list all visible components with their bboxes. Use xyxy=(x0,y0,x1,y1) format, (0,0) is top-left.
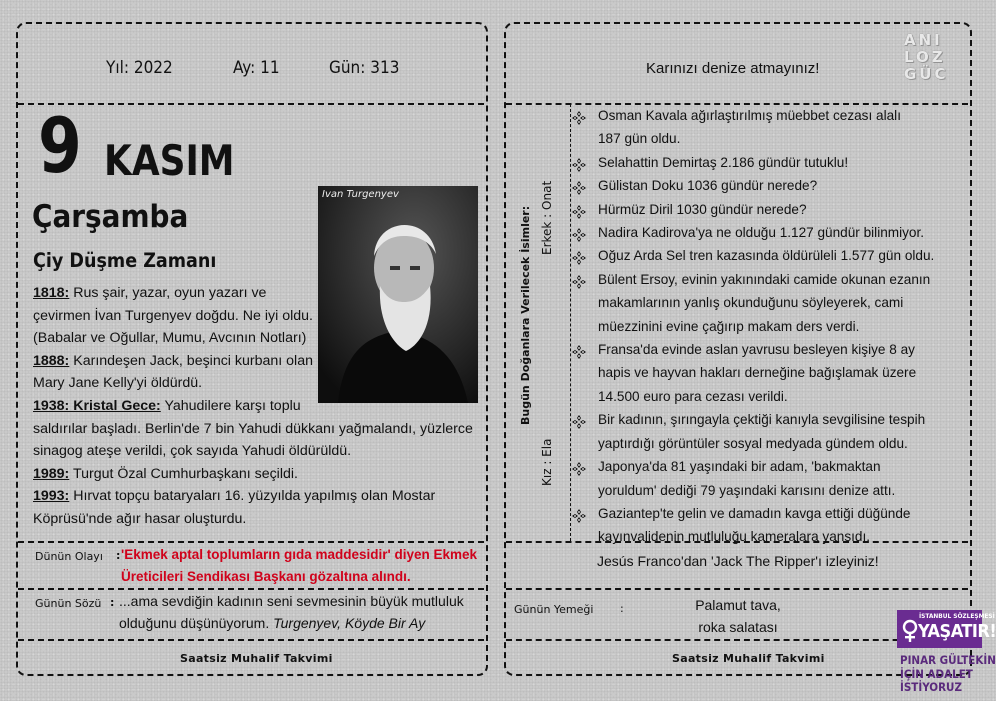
girl-name: Kız : Ela xyxy=(540,438,554,486)
footer-left: Saatsiz Muhalif Takvimi xyxy=(180,652,333,665)
diamond-bullet-icon xyxy=(572,507,586,521)
news-line: 14.500 euro para cezası verildi. xyxy=(598,388,788,404)
events-divider xyxy=(18,541,484,543)
news-item xyxy=(568,104,963,151)
event-line: Yahudilere karşı toplu xyxy=(160,397,301,414)
news-line: Hürmüz Diril 1030 gündür nerede? xyxy=(598,201,807,217)
diamond-bullet-icon xyxy=(572,273,586,287)
event-of-day-text xyxy=(121,544,477,588)
event-1888 xyxy=(33,350,478,395)
portrait-caption: Ivan Turgenyev xyxy=(322,189,399,200)
header-divider xyxy=(18,103,484,105)
news-line: Japonya'da 81 yaşındaki bir adam, 'bakmaktan xyxy=(598,459,881,475)
logo-line: GÜC xyxy=(904,65,949,83)
istanbul-small-text: İSTANBUL SÖZLEŞMESİ xyxy=(919,612,995,620)
event-1818 xyxy=(33,282,478,350)
news-line: Bir kadının, şırıngayla çektiği kanıyla sevgilisine tespih xyxy=(598,412,926,428)
quote-of-day-text xyxy=(119,590,464,634)
istanbul-convention-badge xyxy=(897,610,996,648)
venus-fist-icon xyxy=(901,619,919,643)
news-line: Gaziantep'te gelin ve damadın kavga ettiği düğünde xyxy=(598,505,911,521)
weekday: Çarşamba xyxy=(32,199,189,235)
food-line: roka salatası xyxy=(698,619,778,635)
news-line: yoruldum' dediği 79 yaşındaki karısını denize attı. xyxy=(598,482,896,498)
event-line: (Babalar ve Oğullar, Mumu, Avcının Notları) xyxy=(33,330,307,347)
names-title: Bugün Doğanlara Verilecek İsimler: xyxy=(519,205,532,425)
news-line: kayınvalidenin mutluluğu kameralara yansıdı. xyxy=(598,529,871,545)
news-line: yaptırdığı görüntüler sosyal medyada gündem oldu. xyxy=(598,435,908,451)
history-events xyxy=(33,282,478,531)
event-year: 1888: xyxy=(33,352,70,369)
event-line: saldırılar başladı. Berlin'de 7 bin Yahudi dükkanı yağmalandı, yüzlerce xyxy=(33,420,473,437)
justice-line: İSTİYORUZ xyxy=(900,680,962,694)
quote-line: ...ama sevdiğin kadının seni sevmesinin büyük mutluluk xyxy=(119,593,464,609)
news-line: Osman Kavala ağırlaştırılmış müebbet cezası alalı xyxy=(598,108,901,123)
istanbul-big-text: YAŞATIR! xyxy=(918,621,996,642)
news-item xyxy=(568,174,963,197)
event-line: Rus şair, yazar, oyun yazarı ve xyxy=(69,285,267,301)
film-divider xyxy=(506,588,968,590)
event-1989 xyxy=(33,463,478,486)
justice-line: PINAR GÜLTEKİN xyxy=(900,653,996,667)
food-line: Palamut tava, xyxy=(695,597,781,613)
day-number: 9 xyxy=(38,101,82,190)
news-line: müezzinini evine çağırıp makam ders verdi. xyxy=(598,318,860,334)
diamond-bullet-icon xyxy=(572,226,586,240)
food-label: Günün Yemeği xyxy=(514,603,594,616)
event-year: 1818: xyxy=(33,285,70,301)
boy-name: Erkek : Onat xyxy=(540,180,554,255)
event-line: çevirmen İvan Turgenyev doğdu. Ne iyi oldu. xyxy=(33,307,313,324)
diamond-bullet-icon xyxy=(572,109,586,123)
diamond-bullet-icon xyxy=(572,460,586,474)
news-item xyxy=(568,151,963,174)
event-line: Turgut Özal Cumhurbaşkanı seçildi. xyxy=(69,465,298,482)
news-item xyxy=(568,198,963,221)
brand-logo xyxy=(904,32,949,83)
news-item xyxy=(568,408,963,455)
quote-divider xyxy=(18,639,484,641)
event-of-day-colon: : xyxy=(116,549,121,562)
news-item xyxy=(568,244,963,267)
month-label: Ay: 11 xyxy=(233,58,280,78)
diamond-bullet-icon xyxy=(572,343,586,357)
news-line: 187 gün oldu. xyxy=(598,131,681,147)
diamond-bullet-icon xyxy=(572,179,586,193)
event-year: 1938: Kristal Gece: xyxy=(33,397,161,414)
news-line: Oğuz Arda Sel tren kazasında öldürüleli 1.577 gün oldu. xyxy=(598,248,935,264)
month-name: KASIM xyxy=(104,136,235,185)
event-line: Hırvat topçu bataryaları 16. yüzyılda yapılmış olan Mostar xyxy=(69,488,436,505)
day-of-year-label: Gün: 313 xyxy=(329,58,400,78)
justice-badge xyxy=(900,653,996,695)
food-text xyxy=(693,594,783,638)
footer-right: Saatsiz Muhalif Takvimi xyxy=(672,652,825,665)
event-of-day-label xyxy=(35,550,103,563)
news-line: Bülent Ersoy, evinin yakınındaki camide okunan ezanın xyxy=(598,271,931,287)
event-1993 xyxy=(33,485,478,530)
event-1938 xyxy=(33,395,478,463)
news-divider xyxy=(506,541,968,543)
logo-line: LOZ xyxy=(904,48,946,66)
news-line: Selahattin Demirtaş 2.186 gündür tutuklu! xyxy=(598,154,849,170)
news-line: Nadira Kadirova'ya ne olduğu 1.127 gündür bilinmiyor. xyxy=(598,225,925,241)
news-list xyxy=(568,104,963,549)
event-of-day-label-text: Dünün Olayı xyxy=(35,550,103,563)
news-item xyxy=(568,455,963,502)
quote-source: Turgenyev, Köyde Bir Ay xyxy=(273,615,426,631)
news-item xyxy=(568,338,963,408)
quote-of-day-colon: : xyxy=(110,596,115,609)
event-line: Karındeşen Jack, beşinci kurbanı olan xyxy=(69,352,313,369)
news-item xyxy=(568,221,963,244)
quote-of-day-label: Günün Sözü xyxy=(35,597,102,610)
news-line: hapis ve hayvan hakları derneğine bağışlamak üzere xyxy=(598,365,917,381)
event-of-day-line: 'Ekmek aptal toplumların gıda maddesidir' diyen Ekmek xyxy=(121,547,478,562)
season-name: Çiy Düşme Zamanı xyxy=(33,249,217,272)
news-line: Fransa'da evinde aslan yavrusu besleyen kişiye 8 ay xyxy=(598,342,915,358)
quote-line: olduğunu düşünüyorum. xyxy=(119,615,274,631)
justice-line: İÇİN ADALET xyxy=(900,666,973,681)
event-year: 1993: xyxy=(33,488,70,505)
news-line: Gülistan Doku 1036 gündür nerede? xyxy=(598,178,818,194)
event-line: sinagog ateşe verildi, çok sayıda Yahudi öldürüldü. xyxy=(33,443,352,460)
diamond-bullet-icon xyxy=(572,413,586,427)
event-year: 1989: xyxy=(33,465,70,482)
year-label: Yıl: 2022 xyxy=(106,58,173,78)
diamond-bullet-icon xyxy=(572,249,586,263)
news-item xyxy=(568,268,963,338)
diamond-bullet-icon xyxy=(572,156,586,170)
film-recommendation: Jesús Franco'dan 'Jack The Ripper'ı izleyiniz! xyxy=(597,553,879,569)
diamond-bullet-icon xyxy=(572,203,586,217)
event-of-day-line: Üreticileri Sendikası Başkanı gözaltına alındı. xyxy=(121,569,411,584)
event-line: Mary Jane Kelly'yi öldürdü. xyxy=(33,375,203,392)
logo-line: ANI xyxy=(904,31,943,49)
headline: Karınızı denize atmayınız! xyxy=(646,60,820,77)
food-colon: : xyxy=(620,602,624,615)
news-line: makamlarının yanlış okunduğunu söyleyerek, cami xyxy=(598,295,904,311)
event-line: Köprüsü'nde ağır hasar oluşturdu. xyxy=(33,510,247,527)
